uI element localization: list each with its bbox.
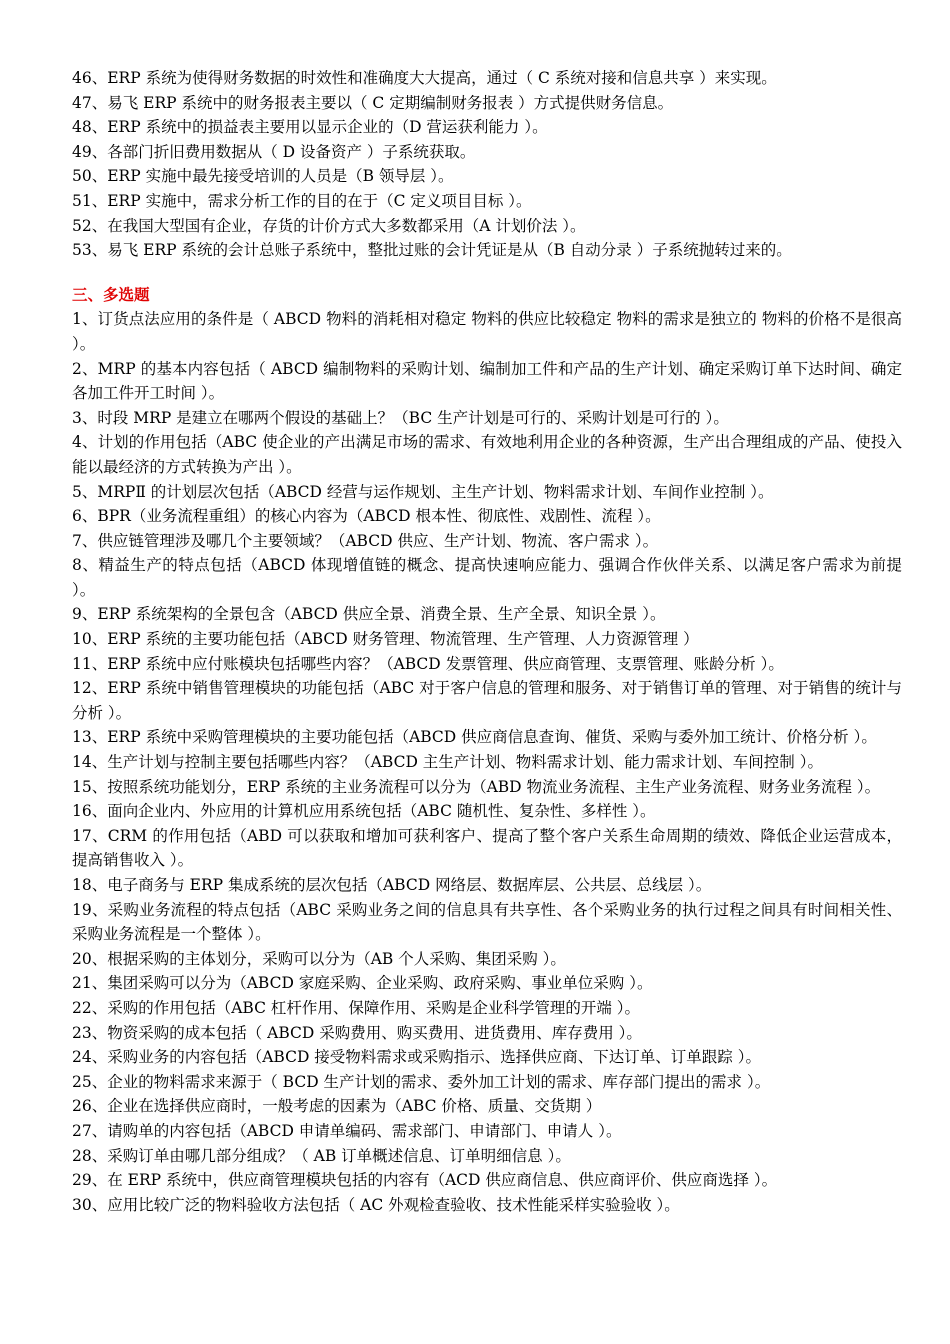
question-item: 25、企业的物料需求来源于（ BCD 生产计划的需求、委外加工计划的需求、库存部门提出的需求 ）。: [72, 1072, 771, 1091]
question-item: 16、面向企业内、外应用的计算机应用系统包括（ABC 随机性、复杂性、多样性 ）。: [72, 802, 656, 821]
question-item: 5、MRPⅡ 的计划层次包括（ABCD 经营与运作规划、主生产计划、物料需求计划、车间作业控制 ）。: [72, 482, 774, 501]
question-item: 23、物资采购的成本包括（ ABCD 采购费用、购买费用、进货费用、库存费用 ）。: [72, 1023, 642, 1042]
question-item: 21、集团采购可以分为（ABCD 家庭采购、企业采购、政府采购、事业单位采购 ）。: [72, 974, 653, 993]
question-item: 6、BPR（业务流程重组）的核心内容为（ABCD 根本性、彻底性、戏剧性、流程 ）。: [72, 507, 661, 526]
question-item: 17、CRM 的作用包括（ABD 可以获取和增加可获利客户、提高了整个客户关系生命周期的绩效、降低企业运营成本，提高销售收入 ）。: [72, 826, 902, 870]
multi-choice-list: [72, 307, 902, 1217]
question-item: 52、在我国大型国有企业，存货的计价方式大多数都采用（A 计划价法 ）。: [72, 216, 586, 235]
question-item: 8、精益生产的特点包括（ABCD 体现增值链的概念、提高快速响应能力、强调合作伙伴关系、以满足客户需求为前提 ）。: [72, 556, 902, 599]
question-item: 7、供应链管理涉及哪几个主要领域？（ABCD 供应、生产计划、物流、客户需求 ）。: [72, 531, 659, 550]
question-item: 26、企业在选择供应商时，一般考虑的因素为（ABC 价格、质量、交货期 ）: [72, 1097, 602, 1116]
question-item: 27、请购单的内容包括（ABCD 申请单编码、需求部门、申请部门、申请人 ）。: [72, 1121, 622, 1140]
question-item: 50、ERP 实施中最先接受培训的人员是（B 领导层 ）。: [72, 167, 454, 186]
question-item: 3、时段 MRP 是建立在哪两个假设的基础上？（BC 生产计划是可行的、采购计划是可行的 ）。: [72, 408, 729, 427]
question-item: 11、ERP 系统中应付账模块包括哪些内容？（ABCD 发票管理、供应商管理、支票管理、账龄分析 ）。: [72, 654, 784, 673]
question-item: 13、ERP 系统中采购管理模块的主要功能包括（ABCD 供应商信息查询、催货、采购与委外加工统计、价格分析 ）。: [72, 728, 877, 747]
section-gap: [72, 263, 902, 283]
single-choice-list: [72, 66, 902, 263]
question-item: 10、ERP 系统的主要功能包括（ABCD 财务管理、物流管理、生产管理、人力资源管理 ）: [72, 630, 699, 649]
question-item: 24、采购业务的内容包括（ABCD 接受物料需求或采购指示、选择供应商、下达订单、订单跟踪 ）。: [72, 1048, 761, 1067]
section-title: 三、多选题: [72, 284, 150, 304]
question-item: 47、易飞 ERP 系统中的财务报表主要以（ C 定期编制财务报表 ）方式提供财务信息。: [72, 93, 674, 112]
question-item: 1、订货点法应用的条件是（ ABCD 物料的消耗相对稳定 物料的供应比较稳定 物料的需求是独立的 物料的价格不是很高 ）。: [72, 310, 902, 353]
question-item: 18、电子商务与 ERP 集成系统的层次包括（ABCD 网络层、数据库层、公共层、总线层 ）。: [72, 876, 712, 894]
question-item: 12、ERP 系统中销售管理模块的功能包括（ABC 对于客户信息的管理和服务、对于销售订单的管理、对于销售的统计与分析 ）。: [72, 679, 902, 722]
question-item: 49、各部门折旧费用数据从（ D 设备资产 ）子系统获取。: [72, 142, 476, 161]
question-item: 9、ERP 系统架构的全景包含（ABCD 供应全景、消费全景、生产全景、知识全景 ）。: [72, 605, 666, 624]
question-item: 15、按照系统功能划分，ERP 系统的主业务流程可以分为（ABD 物流业务流程、主生产业务流程、财务业务流程 ）。: [72, 777, 881, 796]
question-item: 28、采购订单由哪几部分组成？（ AB 订单概述信息、订单明细信息 ）。: [72, 1146, 571, 1165]
question-item: 51、ERP 实施中，需求分析工作的目的在于（C 定义项目目标 ）。: [72, 191, 532, 210]
question-item: 48、ERP 系统中的损益表主要用以显示企业的（D 营运获利能力 ）。: [72, 118, 548, 137]
question-item: 20、根据采购的主体划分，采购可以分为（AB 个人采购、集团采购 ）。: [72, 949, 566, 968]
document-page: [72, 66, 902, 1217]
question-item: 46、ERP 系统为使得财务数据的时效性和准确度大大提高，通过（ C 系统对接和信息共享 ）来实现。: [72, 69, 777, 87]
question-item: 53、易飞 ERP 系统的会计总账子系统中，整批过账的会计凭证是从（B 自动分录 ）子系统抛转过来的。: [72, 241, 792, 260]
question-item: 22、采购的作用包括（ABC 杠杆作用、保障作用、采购是企业科学管理的开端 ）。: [72, 998, 641, 1017]
question-item: 2、MRP 的基本内容包括（ ABCD 编制物料的采购计划、编制加工件和产品的生产计划、确定采购订单下达时间、确定各加工件开工时间 ）。: [72, 359, 902, 403]
question-item: 30、应用比较广泛的物料验收方法包括（ AC 外观检查验收、技术性能采样实验验收 ）。: [72, 1195, 680, 1214]
question-item: 19、采购业务流程的特点包括（ABC 采购业务之间的信息具有共享性、各个采购业务的执行过程之间具有时间相关性、采购业务流程是一个整体 ）。: [72, 900, 902, 944]
question-item: 29、在 ERP 系统中，供应商管理模块包括的内容有（ACD 供应商信息、供应商评价、供应商选择 ）。: [72, 1171, 778, 1190]
question-item: 4、计划的作用包括（ABC 使企业的产出满足市场的需求、有效地利用企业的各种资源，生产出合理组成的产品、使投入能以最经济的方式转换为产出 ）。: [72, 433, 902, 476]
question-item: 14、生产计划与控制主要包括哪些内容？（ABCD 主生产计划、物料需求计划、能力需求计划、车间控制 ）。: [72, 753, 823, 772]
